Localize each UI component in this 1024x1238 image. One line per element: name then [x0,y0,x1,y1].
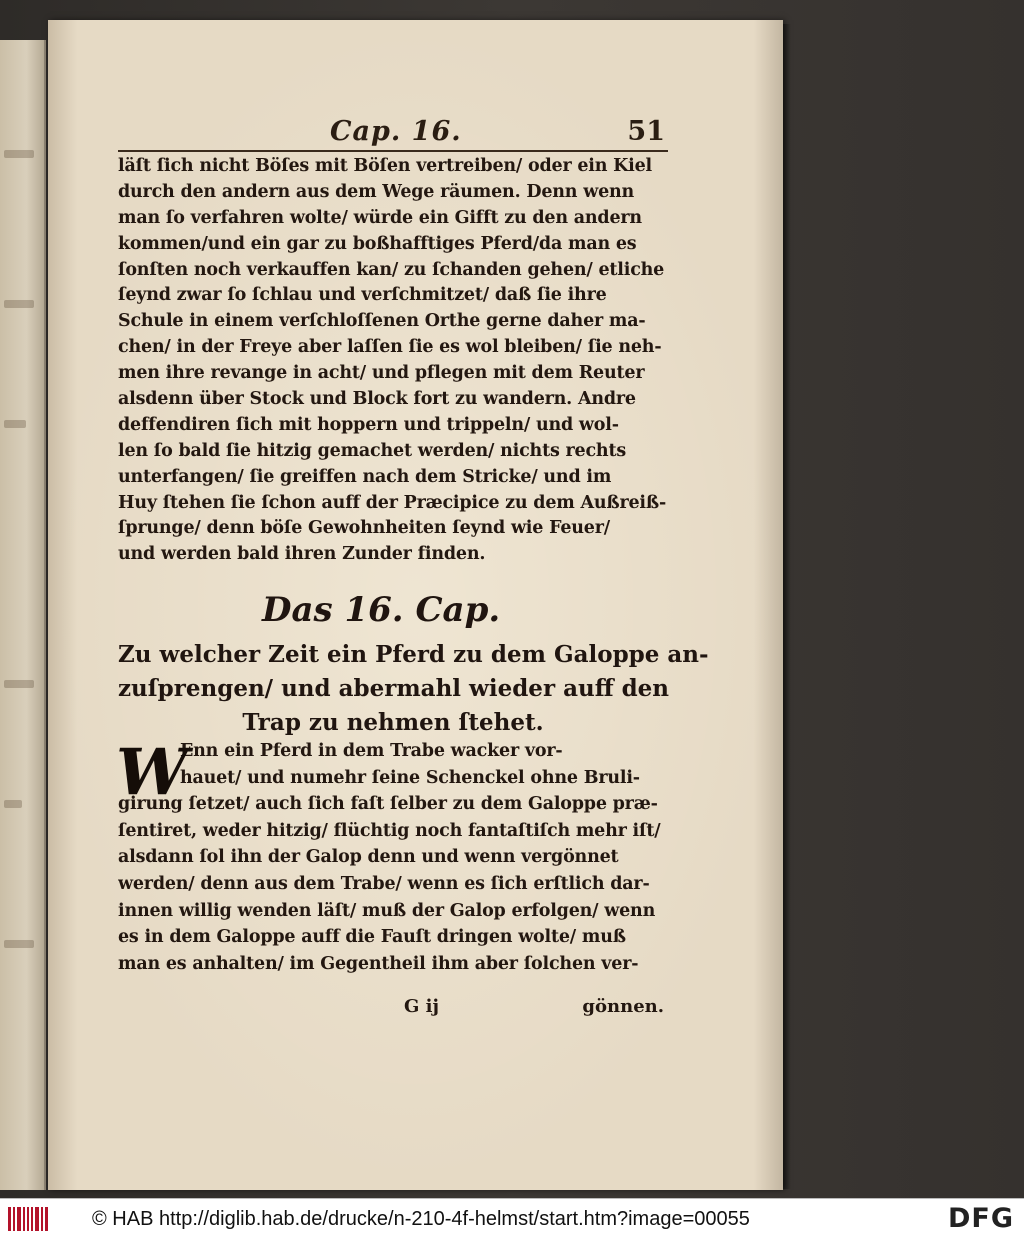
text-line: man es anhalten/ im Gegentheil ihm aber ſolchen ver- [118,953,639,974]
subtitle-line: Zu welcher Zeit ein Pferd zu dem Galoppe an- [118,641,709,668]
page-foot [118,996,668,1024]
text-line: ſonſten noch verkauffen kan/ zu ſchanden gehen/ etliche [118,259,665,280]
text-line: kommen/und ein gar zu boßhafftiges Pferd/da man es [118,233,637,254]
text-line: unterfangen/ ſie greiffen nach dem Stricke/ und im [118,466,612,487]
dfg-logo: DFG [947,1203,1014,1234]
header-rule [118,150,668,152]
drop-cap: W [116,735,188,810]
text-line: deffendiren ſich mit hoppern und trippeln/ und wol- [118,414,619,435]
text-line: innen willig wenden läſt/ muß der Galop erfolgen/ wenn [118,900,656,921]
text-line: durch den andern aus dem Wege räumen. Denn wenn [118,181,635,202]
text-line: men ihre revange in acht/ und pflegen mit dem Reuter [118,363,645,384]
text-line: läſt ſich nicht Böſes mit Böſen vertreiben/ oder ein Kiel [118,156,652,176]
chapter-subtitle [118,638,709,740]
subtitle-line: Trap zu nehmen ſtehet. [242,709,544,736]
text-line: ſeynd zwar ſo ſchlau und verſchmitzet/ daß ſie ihre [118,285,607,306]
facing-page-edge [0,40,46,1190]
text-line: ſentiret, weder hitzig/ flüchtig noch fantaſtiſch mehr iſt/ [118,820,661,841]
text-line: werden/ denn aus dem Trabe/ wenn es ſich erſtlich dar- [118,873,650,894]
text-line: len ſo bald ſie hitzig gemachet werden/ nichts rechts [118,440,626,461]
page-shadow [783,24,791,1189]
text-line: chen/ in der Freye aber laſſen ſie es wol bleiben/ ſie neh- [118,337,662,358]
text-line: Schule in einem verſchloſſenen Orthe gerne daher ma- [118,311,646,332]
running-head: Cap. 16. [330,116,462,147]
catchword: gönnen. [582,996,664,1017]
chapter-title: Das 16. Cap. [262,590,501,630]
text-line: und werden bald ihren Zunder finden. [118,544,486,565]
copyright-link[interactable]: © HAB http://diglib.hab.de/drucke/n-210-4f-helmst/start.htm?image=00055 [92,1208,750,1230]
text-line: alsdenn über Stock und Block fort zu wandern. Andre [118,389,636,410]
text-line: hauet/ und numehr ſeine Schenckel ohne Bruli- [180,767,640,788]
body-text-top [118,154,668,568]
subtitle-line: zuſprengen/ und abermahl wieder auff den [118,675,670,702]
text-line: es in dem Galoppe auff die Fauſt dringen wolte/ muß [118,927,626,948]
text-line: man ſo verfahren wolte/ würde ein Gifft zu den andern [118,207,642,228]
text-line: ſprunge/ denn böſe Gewohnheiten ſeynd wie Feuer/ [118,518,610,539]
body-text-bottom [116,735,668,977]
text-line: alsdann ſol ihn der Galop denn und wenn vergönnet [118,847,619,868]
hab-barcode-icon [8,1207,48,1231]
attribution-bar [0,1198,1024,1238]
page-number: 51 [627,116,665,147]
text-line: Enn ein Pferd in dem Trabe wacker vor- [180,741,563,761]
text-line: Huy ſtehen ſie ſchon auff der Præcipice zu dem Außreiß- [118,492,667,513]
signature-mark: G ij [404,996,439,1017]
text-line: girung ſetzet/ auch ſich faſt ſelber zu dem Galoppe præ- [118,794,658,815]
